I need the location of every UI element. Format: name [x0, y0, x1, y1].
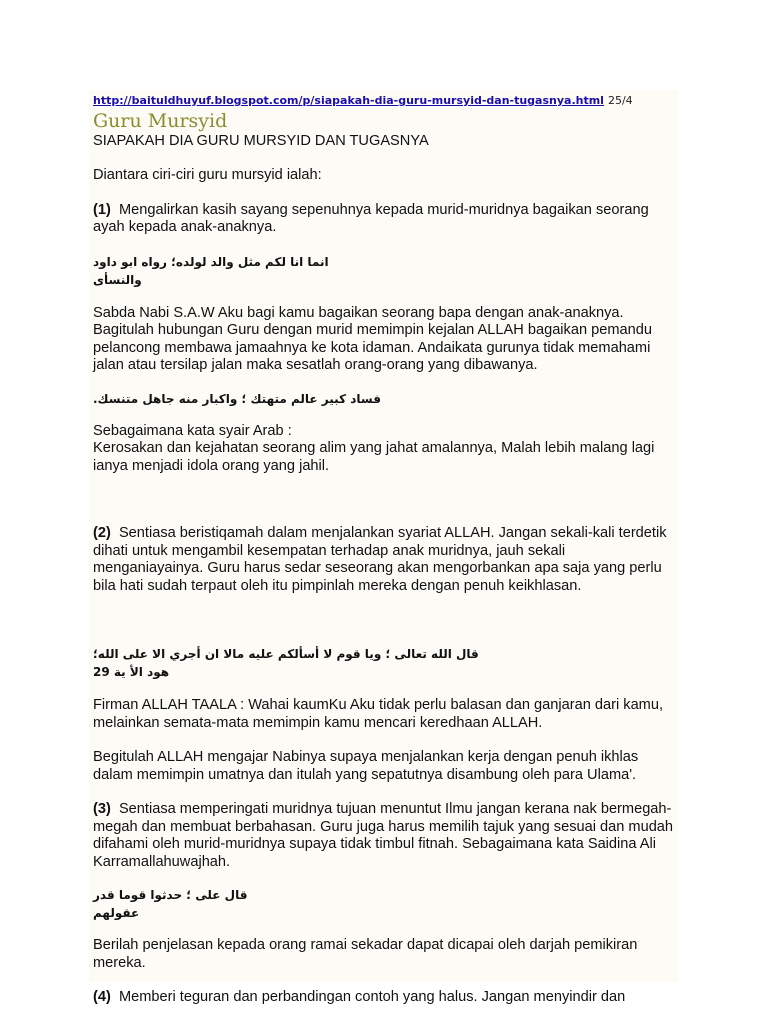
point-4: [93, 989, 677, 1007]
point-3: [93, 801, 677, 871]
point-1: [93, 202, 677, 237]
point-2-text: Sentiasa beristiqamah dalam menjalankan syariat ALLAH. Jangan sekali-kali terdetik dihati untuk mengambil kesempatan terhadap anak muridnya, jauh sekali menganiayainya. Guru harus sedar seseorang akan mengorbankan apa saja yang perlu bila hati sudah terpaut oleh itu pimpinlah mereka dengan penuh keikhlasan.: [93, 525, 667, 594]
poem-intro: Sebagaimana kata syair Arab :: [93, 422, 292, 439]
source-url-link[interactable]: http://baituldhuyuf.blogspot.com/p/siapakah-dia-guru-mursyid-dan-tugasnya.html: [93, 94, 604, 107]
point-2-explanation: Begitulah ALLAH mengajar Nabinya supaya menjalankan kerja dengan penuh ikhlas dalam memimpin umatnya dan itulah yang sepatutnya disambung oleh para Ulama'.: [93, 749, 639, 783]
firman-text: Firman ALLAH TAALA : Wahai kaumKu Aku tidak perlu balasan dan ganjaran dari kamu, melainkan semata-mata memimpin kamu mencari keredhaan ALLAH.: [93, 697, 664, 731]
arabic-quote-4: قال على ؛ حدثوا قوما قدر عقولهم: [93, 888, 248, 920]
point-1-text: Mengalirkan kasih sayang sepenuhnya kepada murid-muridnya bagaikan seorang ayah kepada anak-anaknya.: [93, 201, 649, 235]
intro-text: Diantara ciri-ciri guru mursyid ialah:: [93, 167, 322, 183]
poem-text: Kerosakan dan kejahatan seorang alim yang jahat amalannya, Malah lebih malang lagi ianya menjadi idola orang yang jahil.: [93, 440, 655, 474]
arabic-quote-3: قال الله تعالى ؛ ويا قوم لا أسألكم عليه مالا ان أجري الا على الله؛ هود الأ ية 29: [93, 647, 479, 679]
point-4-text: Memberi teguran dan perbandingan contoh yang halus. Jangan menyindir dan: [118, 989, 626, 1005]
point-2-number: (2): [93, 525, 111, 541]
point-1-number: (1): [93, 201, 111, 218]
blog-title: Guru Mursyid: [93, 110, 228, 132]
point-3-number: (3): [93, 801, 111, 817]
point-1-explanation: Sabda Nabi S.A.W Aku bagi kamu bagaikan seorang bapa dengan anak-anaknya. Bagitulah hubungan Guru dengan murid memimpin kejalan ALLAH bagaikan pemandu pelancong membawa jamaahnya ke kota idaman. Andaikata gurunya tidak memahami jalan atau tersilap jalan maka sesatlah orang-orang yang dibawanya.: [93, 304, 652, 373]
page-count: 25/4: [607, 94, 633, 107]
article-title: SIAPAKAH DIA GURU MURSYID DAN TUGASNYA: [93, 133, 429, 149]
document-content: [89, 90, 678, 1005]
arabic-quote-1: انما انا لكم مثل والد لولده؛ رواه ابو داود والنسأى: [93, 254, 329, 287]
arabic-quote-2: فساد كبير عالم متهتك ؛ واكبار منه جاهل متنسك.: [93, 391, 381, 406]
point-3-explanation: Berilah penjelasan kepada orang ramai sekadar dapat dicapai oleh darjah pemikiran mereka.: [93, 937, 638, 971]
source-url-line: [93, 94, 677, 108]
point-2: [93, 525, 677, 595]
point-4-number: (4): [93, 989, 111, 1005]
point-3-text: Sentiasa memperingati muridnya tujuan menuntut Ilmu jangan kerana nak bermegah-megah dan membuat berbahasan. Guru juga harus memilih tajuk yang sesuai dan mudah difahami oleh murid-muridnya supaya tidak timbul fitnah. Sebagaimana kata Saidina Ali Karramallahuwajhah.: [93, 801, 674, 870]
